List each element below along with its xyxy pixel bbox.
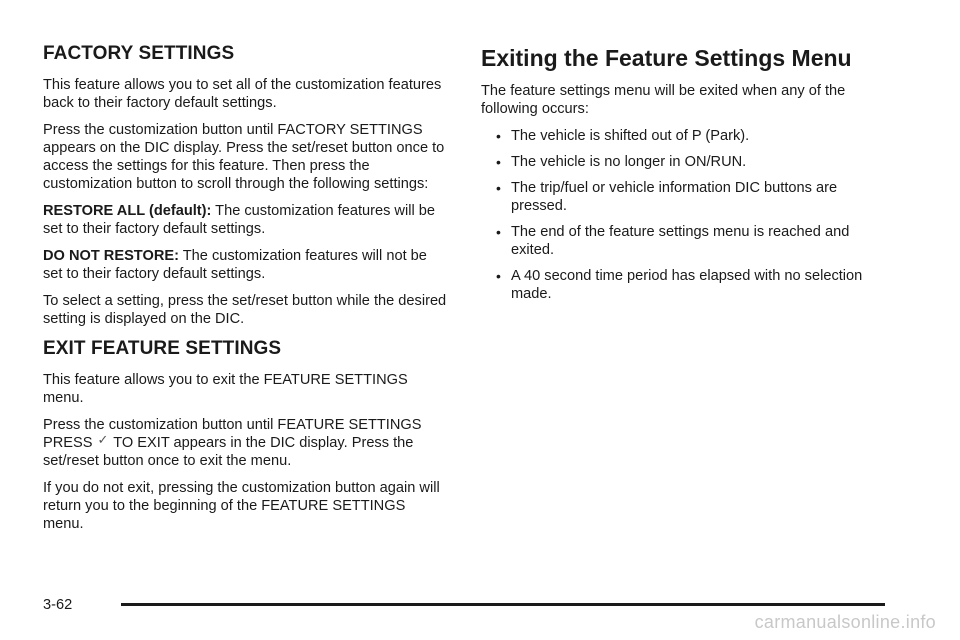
- check-mark-icon: ✓: [97, 432, 109, 447]
- list-item: • A 40 second time period has elapsed with no selection made.: [496, 268, 863, 302]
- factory-intro-paragraph: This feature allows you to set all of the customization features back to their factory default settings.: [43, 77, 442, 111]
- left-column: [43, 42, 448, 542]
- footer-divider: [121, 603, 885, 606]
- page-number: 3-62: [43, 597, 73, 613]
- exiting-menu-heading: Exiting the Feature Settings Menu: [481, 45, 852, 71]
- exit-press-text-1: Press the customization button until FEATURE SETTINGS PRESS: [43, 417, 422, 451]
- bullet-icon: •: [496, 128, 501, 144]
- restore-all-label: RESTORE ALL (default):: [43, 203, 212, 219]
- list-item: • The vehicle is no longer in ON/RUN.: [496, 154, 747, 170]
- do-not-restore-label: DO NOT RESTORE:: [43, 248, 179, 264]
- exit-press-paragraph: [43, 416, 448, 470]
- bullet-icon: •: [496, 224, 501, 240]
- bullet-icon: •: [496, 268, 501, 284]
- watermark-text: carmanualsonline.info: [754, 612, 936, 632]
- restore-all-paragraph: [43, 202, 448, 238]
- exit-intro-paragraph: This feature allows you to exit the FEATURE SETTINGS menu.: [43, 372, 408, 406]
- factory-settings-heading: FACTORY SETTINGS: [43, 43, 235, 64]
- exit-conditions-list: [481, 127, 891, 303]
- bullet-icon: •: [496, 180, 501, 196]
- bullet-icon: •: [496, 154, 501, 170]
- exit-press-text-2: TO EXIT appears in the DIC display. Press the set/reset button once to exit the menu.: [43, 435, 414, 469]
- exit-feature-settings-heading: EXIT FEATURE SETTINGS: [43, 338, 282, 359]
- exit-note-paragraph: If you do not exit, pressing the customization button again will return you to the beginning of the FEATURE SETTINGS menu.: [43, 480, 440, 532]
- do-not-restore-text: The customization features will not be set to their factory default settings.: [43, 248, 427, 282]
- list-item: • The end of the feature settings menu is reached and exited.: [496, 224, 850, 258]
- exiting-intro-paragraph: The feature settings menu will be exited when any of the following occurs:: [481, 83, 846, 117]
- do-not-restore-paragraph: [43, 247, 448, 283]
- factory-instructions-paragraph: Press the customization button until FACTORY SETTINGS appears on the DIC display. Press the set/reset button once to access the settings for this feature. Then press the customization button to scroll through the following settings:: [43, 122, 445, 192]
- select-setting-paragraph: To select a setting, press the set/reset button while the desired setting is displayed on the DIC.: [43, 293, 447, 327]
- restore-all-text: The customization features will be set to their factory default settings.: [43, 203, 435, 237]
- list-item: • The trip/fuel or vehicle information DIC buttons are pressed.: [496, 180, 838, 214]
- right-column: [481, 42, 891, 311]
- list-item: • The vehicle is shifted out of P (Park).: [496, 128, 750, 144]
